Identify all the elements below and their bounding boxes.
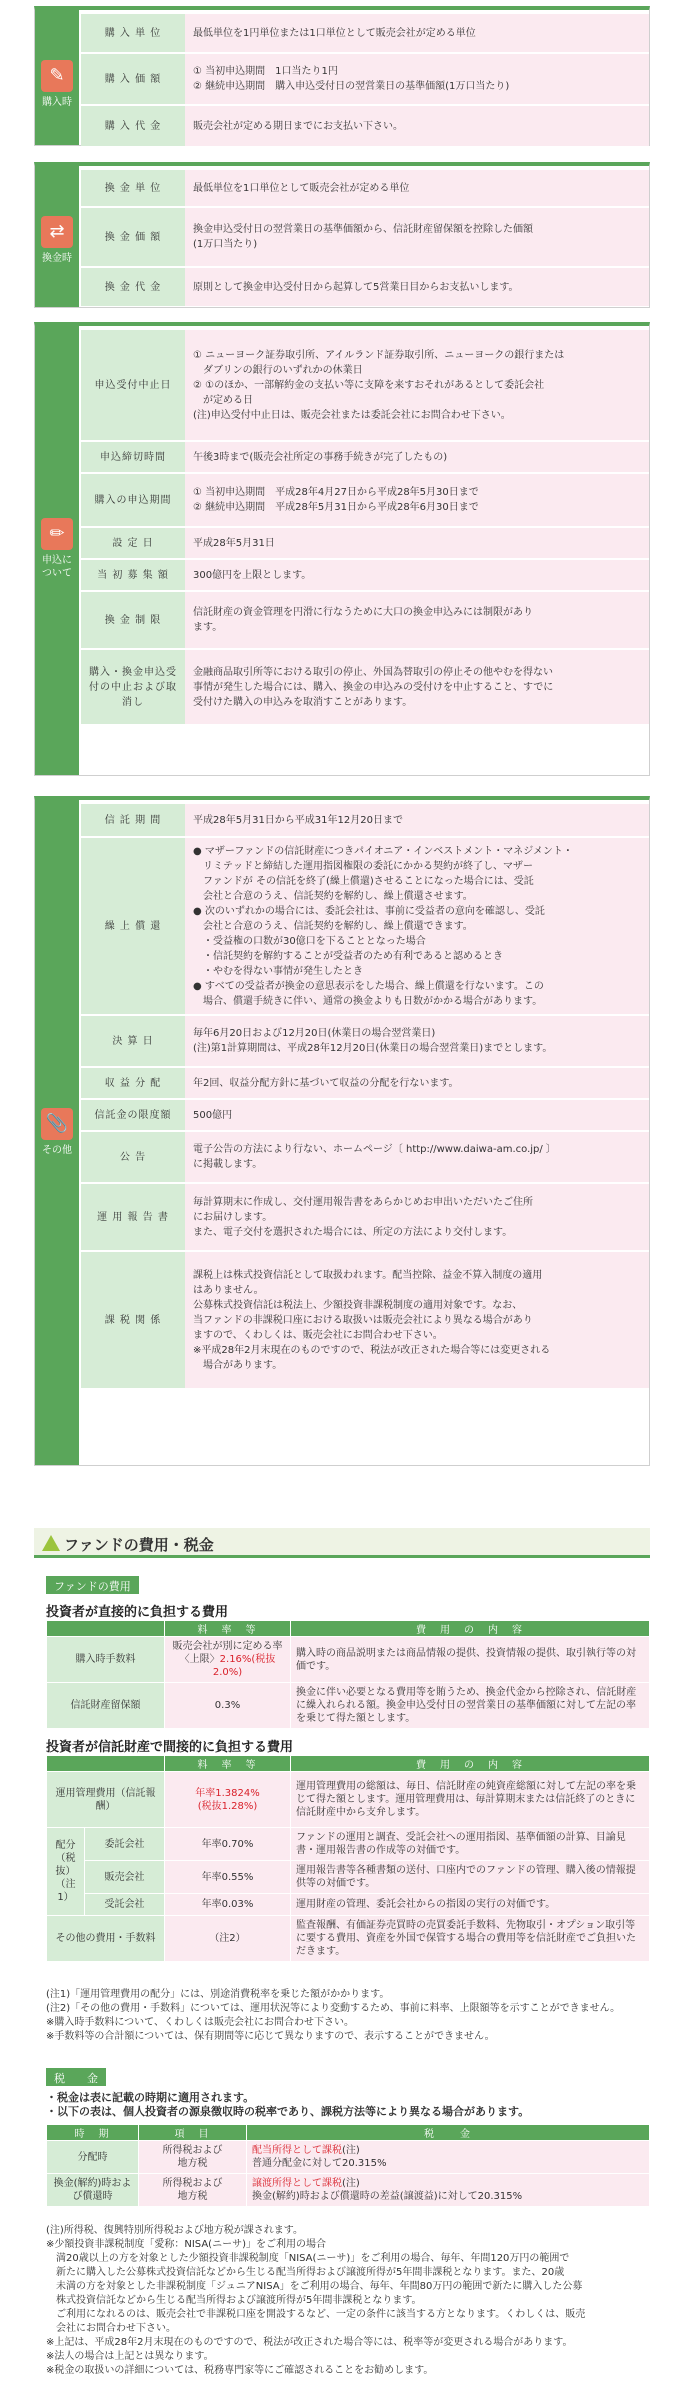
table-row	[81, 14, 649, 52]
header-item: 項 目	[139, 2125, 247, 2141]
table-row	[81, 804, 649, 836]
row-key: 購 入 価 額	[81, 54, 185, 104]
note-line: ※手数料等の合計額については、保有期間等に応じて異なりますので、表示することができません。	[46, 2031, 495, 2042]
value-line: 電子公告の方法により行ない、ホームページ〔 http://www.daiwa-am.co.jp/ 〕	[193, 1144, 556, 1155]
value-line: 会社と合意のうえ、信託契約を解約し、繰上償還できます。	[193, 920, 473, 932]
row-key: 換 金 制 限	[81, 592, 185, 648]
value-line: 会社と合意のうえ、信託契約を解約し、繰上償還させます。	[193, 890, 473, 902]
row-value	[185, 528, 649, 558]
cost-rate	[165, 1772, 291, 1828]
row-value	[185, 106, 649, 146]
value-line: 最低単位を1円単位または1口単位として販売会社が定める単位	[193, 27, 476, 39]
rate-line: 販売会社が別に定める率	[172, 1641, 283, 1652]
indirect-cost-table	[46, 1755, 650, 1962]
row-value	[185, 1068, 649, 1098]
table-row	[81, 592, 649, 648]
note-line: ※上記は、平成28年2月末現在のものですので、税法が改正された場合等には、税率等が変更される場合があります。	[46, 2337, 573, 2348]
table-header	[47, 2125, 650, 2141]
tax-line: 普通分配金に対して20.315%	[252, 2158, 387, 2169]
value-line: ② 継続申込期間 購入申込受付日の翌営業日の基準価額(1万口当たり)	[193, 81, 510, 92]
triangle-icon	[42, 1535, 60, 1551]
value-line: ● すべての受益者が換金の意思表示をした場合、繰上償還を行ないます。この	[193, 980, 544, 992]
note-line: 未満の方を対象とした非課税制度「ジュニアNISA」をご利用の場合、毎年、年間80万円の範囲で新たに購入した公募	[46, 2281, 583, 2292]
note-line: ※税金の取扱いの詳細については、税務専門家等にご確認されることをお勧めします。	[46, 2365, 434, 2376]
cost-rate: 年率0.55%	[165, 1861, 291, 1894]
header-desc: 費 用 の 内 容	[291, 1621, 650, 1637]
row-key: 購 入 単 位	[81, 14, 185, 52]
rate-red: (税抜1.28%)	[197, 1800, 258, 1812]
costs-tag: ファンドの費用	[46, 1576, 139, 1594]
value-line: 場合があります。	[193, 1359, 283, 1371]
table-row	[47, 1861, 650, 1894]
table-header	[47, 1621, 650, 1637]
direct-cost-table	[46, 1620, 650, 1729]
note-line: ※少額投資非課税制度「愛称：NISA(ニーサ)」をご利用の場合	[46, 2239, 326, 2250]
tax-red: 配当所得として課税	[252, 2145, 342, 2156]
row-key: 申込受付中止日	[81, 330, 185, 440]
rate-red: 年率1.3824%	[195, 1787, 260, 1799]
value-line: ダブリンの銀行のいずれかの休業日	[193, 364, 363, 376]
header-tax: 税 金	[247, 2125, 650, 2141]
value-line: 事情が発生した場合には、購入、換金の申込みの受付けを中止すること、すでに	[193, 681, 554, 693]
application-section	[34, 322, 650, 776]
table-row	[47, 1828, 650, 1861]
table-row	[81, 208, 649, 266]
row-value	[185, 1100, 649, 1130]
table-row	[47, 2174, 650, 2207]
cost-rate: （注2）	[165, 1916, 291, 1962]
cost-key: 運用管理費用（信託報酬）	[47, 1772, 165, 1828]
header-rate: 料 率 等	[165, 1621, 291, 1637]
row-key: 購入の申込期間	[81, 474, 185, 526]
rate-line: 〈上限〉	[179, 1654, 220, 1665]
row-key: 運 用 報 告 書	[81, 1184, 185, 1250]
value-line: 年2回、収益分配方針に基づいて収益の分配を行ないます。	[193, 1077, 459, 1089]
note-line: ※購入時手数料について、くわしくは販売会社にお問合わせ下さい。	[46, 2017, 354, 2028]
value-line: はありません。	[193, 1284, 264, 1296]
tax-table	[46, 2124, 650, 2207]
row-key: 当 初 募 集 額	[81, 560, 185, 590]
purchase-table	[81, 12, 649, 148]
row-value	[185, 560, 649, 590]
table-row	[81, 1252, 649, 1388]
row-value	[185, 54, 649, 104]
direct-heading: 投資者が直接的に負担する費用	[46, 1605, 229, 1620]
value-line: 信託財産の資金管理を円滑に行なうために大口の換金申込みには制限があり	[193, 607, 533, 618]
row-value	[185, 1132, 649, 1182]
section-sidebar	[35, 10, 79, 145]
table-row	[81, 528, 649, 558]
tax-tag: 税 金	[46, 2068, 106, 2086]
value-line: 受付けた購入の申込みを取消すことがあります。	[193, 696, 413, 708]
cost-rate	[165, 1637, 291, 1683]
tax-note: (注)	[342, 2145, 360, 2156]
exchange-table	[81, 168, 649, 308]
cost-rate: 年率0.70%	[165, 1828, 291, 1861]
cost-desc: 購入時の商品説明または商品情報の提供、投資情報の提供、取引執行等の対価です。	[291, 1637, 650, 1683]
value-line: ・信託契約を解約することが受益者のため有利であると認めるとき	[193, 950, 503, 962]
row-value	[185, 1016, 649, 1066]
value-line: また、電子交付を選択された場合には、所定の方法により交付します。	[193, 1226, 513, 1238]
value-line: 500億円	[193, 1109, 233, 1121]
table-row	[81, 106, 649, 146]
row-key: 購入・換金申込受付の中止および取消し	[81, 650, 185, 724]
row-key: 設 定 日	[81, 528, 185, 558]
header-time: 時 期	[47, 2125, 139, 2141]
row-key: 収 益 分 配	[81, 1068, 185, 1098]
table-row	[81, 1068, 649, 1098]
table-row	[47, 2141, 650, 2174]
table-header	[47, 1756, 650, 1772]
tax-red: 譲渡所得として課税	[252, 2178, 342, 2189]
value-line: 販売会社が定める期日までにお支払い下さい。	[193, 120, 403, 132]
note-line: 会社にお問合わせ下さい。	[46, 2323, 176, 2334]
row-key: 繰 上 償 還	[81, 838, 185, 1014]
row-value	[185, 474, 649, 526]
application-table	[81, 328, 649, 726]
value-line: ● マザーファンドの信託財産につきパイオニア・インベストメント・マネジメント・	[193, 845, 573, 857]
value-line: ・やむを得ない事情が発生したとき	[193, 965, 363, 977]
section-sidebar	[35, 800, 79, 1465]
table-row	[81, 1184, 649, 1250]
item-line: 所得税および	[162, 2178, 223, 2189]
value-line: ① 当初申込期間 平成28年4月27日から平成28年5月30日まで	[193, 487, 479, 498]
value-line: ますので、くわしくは、販売会社にお問合わせ下さい。	[193, 1329, 443, 1341]
value-line: ※平成28年2月末現在のものですので、税法が改正された場合等には変更される	[193, 1344, 551, 1356]
cost-key: その他の費用・手数料	[47, 1916, 165, 1962]
table-row	[81, 330, 649, 440]
table-row	[47, 1637, 650, 1683]
table-row	[81, 170, 649, 206]
purchase-section	[34, 6, 650, 146]
tax-value	[247, 2174, 650, 2207]
value-line: に掲載します。	[193, 1159, 263, 1170]
value-line: 平成28年5月31日	[193, 537, 275, 549]
cost-key: 信託財産留保額	[47, 1683, 165, 1729]
value-line: ます。	[193, 622, 223, 633]
cost-desc: 運用報告書等各種書類の送付、口座内でのファンドの管理、購入後の情報提供等の対価です。	[291, 1861, 650, 1894]
row-value	[185, 14, 649, 52]
value-line: 毎計算期末に作成し、交付運用報告書をあらかじめお申出いただいたご住所	[193, 1196, 533, 1208]
other-table	[81, 802, 649, 1390]
tax-time: 分配時	[47, 2141, 139, 2174]
row-key: 購 入 代 金	[81, 106, 185, 146]
note-line: (注)所得税、復興特別所得税および地方税が課されます。	[46, 2225, 304, 2236]
note-line: (注2)「その他の費用・手数料」については、運用状況等により変動するため、事前に料率、上限額等を示すことができません。	[46, 2003, 621, 2014]
table-row	[81, 1016, 649, 1066]
section-sidebar	[35, 166, 79, 307]
value-line: ファンドが その信託を終了(繰上償還)させることになった場合には、受託	[193, 875, 534, 887]
table-row	[81, 650, 649, 724]
section-label: ついて	[42, 568, 72, 579]
indirect-heading: 投資者が信託財産で間接的に負担する費用	[46, 1740, 294, 1755]
table-row	[81, 838, 649, 1014]
pen-icon: ✏	[41, 518, 73, 550]
value-line: 当ファンドの非課税口座における取扱いは販売会社により異なる場合があり	[193, 1314, 533, 1326]
value-line: (注)申込受付中止日は、販売会社または委託会社にお問合わせ下さい。	[193, 409, 511, 421]
row-key: 課 税 関 係	[81, 1252, 185, 1388]
value-line: (注)第1計算期間は、平成28年12月20日(休業日の場合翌営業日)までとします。	[193, 1043, 553, 1054]
row-value	[185, 442, 649, 472]
row-key: 換 金 価 額	[81, 208, 185, 266]
value-line: ① ニューヨーク証券取引所、アイルランド証券取引所、ニューヨークの銀行または	[193, 349, 565, 361]
cost-rate: 0.3%	[165, 1683, 291, 1729]
section-label: その他	[42, 1145, 72, 1156]
value-line: 金融商品取引所等における取引の停止、外国為替取引の停止その他やむを得ない	[193, 666, 553, 678]
bullet-line: ・税金は表に記載の時期に適用されます。	[46, 2091, 255, 2104]
cost-desc: ファンドの運用と調査、受託会社への運用指図、基準価額の計算、目論見書・運用報告書の作成等の対価です。	[291, 1828, 650, 1861]
table-row	[81, 474, 649, 526]
page-title: ファンドの費用・税金	[64, 1536, 214, 1554]
row-value	[185, 592, 649, 648]
value-line: 公募株式投資信託は税法上、少額投資非課税制度の適用対象です。なお、	[193, 1299, 523, 1311]
header-blank	[47, 1621, 165, 1637]
note-line: ※法人の場合は上記とは異なります。	[46, 2351, 214, 2362]
row-value	[185, 268, 649, 306]
value-line: リミテッドと締結した運用指図権限の委託にかかる契約が終了し、マザー	[193, 860, 533, 872]
cost-desc: 運用財産の管理、委託会社からの指図の実行の対価です。	[291, 1894, 650, 1916]
value-line: 毎年6月20日および12月20日(休業日の場合翌営業日)	[193, 1028, 436, 1039]
cost-rate: 年率0.03%	[165, 1894, 291, 1916]
value-line: 最低単位を1口単位として販売会社が定める単位	[193, 182, 410, 194]
section-label: 換金時	[42, 253, 72, 264]
note-line: 株式投資信託などから生じる配当所得および譲渡所得が5年間非課税となります。	[46, 2295, 422, 2306]
tax-line: 換金(解約)時および償還時の差益(譲渡益)に対して20.315%	[252, 2191, 523, 2202]
table-row	[81, 54, 649, 104]
other-section	[34, 796, 650, 1466]
table-row	[81, 1100, 649, 1130]
row-value	[185, 208, 649, 266]
tax-value	[247, 2141, 650, 2174]
tax-item	[139, 2141, 247, 2174]
row-key: 信託金の限度額	[81, 1100, 185, 1130]
value-line: 午後3時まで(販売会社所定の事務手続きが完了したもの)	[193, 451, 448, 463]
cost-key: 販売会社	[85, 1861, 165, 1894]
cost-notes	[46, 1988, 650, 2044]
row-key: 申込締切時間	[81, 442, 185, 472]
row-key: 決 算 日	[81, 1016, 185, 1066]
row-value	[185, 330, 649, 440]
row-key: 換 金 単 位	[81, 170, 185, 206]
table-row	[47, 1683, 650, 1729]
value-line: 換金申込受付日の翌営業日の基準価額から、信託財産留保額を控除した価額	[193, 224, 533, 235]
section-label: 申込に	[42, 555, 72, 566]
table-row	[81, 268, 649, 306]
cost-key: 購入時手数料	[47, 1637, 165, 1683]
section-label: 購入時	[42, 97, 72, 108]
row-key: 換 金 代 金	[81, 268, 185, 306]
cost-key: 委託会社	[85, 1828, 165, 1861]
exchange-section	[34, 162, 650, 308]
table-row	[81, 560, 649, 590]
cost-desc: 監査報酬、有価証券売買時の売買委託手数料、先物取引・オプション取引等に要する費用、資産を外国で保管する場合の費用等を信託財産でご負担いただきます。	[291, 1916, 650, 1962]
tax-note: (注)	[342, 2178, 360, 2189]
cost-desc: 換金に伴い必要となる費用等を賄うため、換金代金から控除され、信託財産に繰入れられる額。換金申込受付日の翌営業日の基準価額に対して左記の率を乗じて得た額とします。	[291, 1683, 650, 1729]
value-line: ② 継続申込期間 平成28年5月31日から平成28年6月30日まで	[193, 502, 479, 513]
value-line: ● 次のいずれかの場合には、委託会社は、事前に受益者の意向を確認し、受託	[193, 905, 545, 917]
costs-title-bar	[34, 1528, 650, 1558]
row-key: 信 託 期 間	[81, 804, 185, 836]
note-line: (注1)「運用管理費用の配分」には、別途消費税率を乗じた額がかかります。	[46, 1989, 390, 2000]
header-rate: 料 率 等	[165, 1756, 291, 1772]
value-line: ・受益権の口数が30億口を下ることとなった場合	[193, 935, 426, 947]
tax-item	[139, 2174, 247, 2207]
cart-icon: ✎	[41, 60, 73, 92]
value-line: 課税上は株式投資信託として取扱われます。配当控除、益金不算入制度の適用	[193, 1269, 543, 1281]
row-value	[185, 804, 649, 836]
row-value	[185, 650, 649, 724]
header-desc: 費 用 の 内 容	[291, 1756, 650, 1772]
alloc-key: 配分（税抜）（注1）	[47, 1828, 85, 1916]
tax-bullets	[46, 2091, 650, 2119]
item-line: 所得税および	[162, 2145, 223, 2156]
value-line: 平成28年5月31日から平成31年12月20日まで	[193, 814, 403, 826]
value-line: 300億円を上限とします。	[193, 569, 312, 581]
paperclip-icon: 📎	[41, 1108, 73, 1140]
value-line: (1万口当たり)	[193, 239, 258, 250]
table-row	[81, 1132, 649, 1182]
item-line: 地方税	[177, 2191, 208, 2202]
row-value	[185, 170, 649, 206]
value-line: が定める日	[193, 394, 253, 406]
value-line: ① 当初申込期間 1口当たり1円	[193, 66, 338, 77]
header-blank	[47, 1756, 165, 1772]
exchange-icon: ⇄	[41, 216, 73, 248]
row-key: 公 告	[81, 1132, 185, 1182]
value-line: 場合、償還手続きに伴い、通常の換金よりも日数がかかる場合があります。	[193, 995, 543, 1007]
tax-notes	[46, 2224, 650, 2378]
note-line: 満20歳以上の方を対象とした少額投資非課税制度「NISA(ニーサ)」をご利用の場合、毎年、年間120万円の範囲で	[46, 2253, 570, 2264]
value-line: にお届けします。	[193, 1211, 273, 1223]
table-row	[81, 442, 649, 472]
section-sidebar	[35, 326, 79, 775]
value-line: 原則として換金申込受付日から起算して5営業日目からお支払いします。	[193, 281, 519, 293]
table-row	[47, 1894, 650, 1916]
note-line: 新たに購入した公募株式投資信託などから生じる配当所得および譲渡所得が5年間非課税となります。また、20歳	[46, 2267, 565, 2278]
bullet-line: ・以下の表は、個人投資者の源泉徴収時の税率であり、課税方法等により異なる場合があります。	[46, 2105, 530, 2118]
note-line: ご利用になれるのは、販売会社で非課税口座を開設するなど、一定の条件に該当する方となります。くわしくは、販売	[46, 2309, 586, 2320]
cost-key: 受託会社	[85, 1894, 165, 1916]
row-value	[185, 838, 649, 1014]
rate-red: 2.16%(税抜2.0%)	[212, 1654, 276, 1678]
item-line: 地方税	[177, 2158, 208, 2169]
row-value	[185, 1252, 649, 1388]
row-value	[185, 1184, 649, 1250]
table-row	[47, 1916, 650, 1962]
cost-desc: 運用管理費用の総額は、毎日、信託財産の純資産総額に対して左記の率を乗じて得た額とします。運用管理費用は、毎計算期末または信託終了のときに信託財産中から支弁します。	[291, 1772, 650, 1828]
table-row	[47, 1772, 650, 1828]
tax-time: 換金(解約)時および償還時	[47, 2174, 139, 2207]
value-line: ② ①のほか、一部解約金の支払い等に支障を来すおそれがあるとして委託会社	[193, 379, 545, 391]
